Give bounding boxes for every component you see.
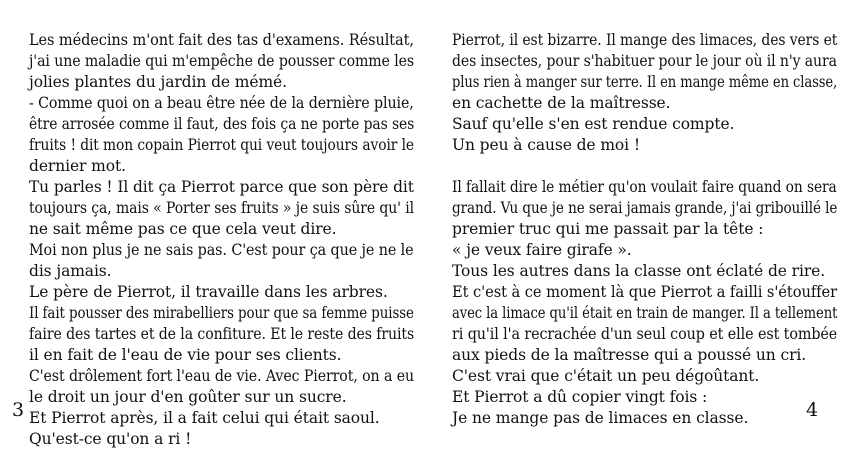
text-line: « je veux faire girafe ». [452,241,632,259]
text-line: Et c'est à ce moment là que Pierrot a failli s'étouffer [452,283,838,301]
text-line: Les médecins m'ont fait des tas d'examens. Résultat, [29,31,414,49]
page-number: 3 [12,399,25,421]
text-line: Sauf qu'elle s'en est rendue compte. [452,115,735,133]
text-line: Je ne mange pas de limaces en classe. [452,409,749,427]
text-line: Pierrot, il est bizarre. Il mange des limaces, des vers et [452,31,838,49]
text-line: des insectes, pour s'habituer pour le jour où il n'y aura [452,52,837,70]
right-page [421,0,841,441]
paragraph-gap [452,156,841,177]
text-line: j'ai une maladie qui m'empêche de pousser comme les [29,52,415,70]
text-line: Et Pierrot a dû copier vingt fois : [452,388,708,406]
text-line: C'est drôlement fort l'eau de vie. Avec Pierrot, on a eu [29,367,415,385]
text-line: jolies plantes du jardin de mémé. [29,73,287,91]
text-line: toujours ça, mais « Porter ses fruits » je suis sûre qu' il [29,199,415,217]
text-line: C'est vrai que c'était un peu dégoûtant. [452,367,760,385]
text-line: grand. Vu que je ne serai jamais grande, j'ai gribouillé le [452,199,838,217]
page-number: 4 [806,399,819,421]
text-line: avec la limace qu'il était en train de manger. Il a tellement [452,304,838,322]
text-line: Le père de Pierrot, il travaille dans les arbres. [29,283,388,301]
text-line: Qu'est-ce qu'on a ri ! [29,430,192,448]
text-line: il en fait de l'eau de vie pour ses clients. [29,346,342,364]
text-line: dis jamais. [29,262,112,280]
text-line: dernier mot. [29,157,126,175]
text-line: ri qu'il l'a recrachée d'un seul coup et elle est tombée [452,325,838,343]
text-line: en cachette de la maîtresse. [452,94,671,112]
text-line: ne sait même pas ce que cela veut dire. [29,220,337,238]
text-line: plus rien à manger sur terre. Il en mange même en classe, [452,73,838,91]
text-line: Moi non plus je ne sais pas. C'est pour ça que je ne le [29,241,414,259]
text-line: Il fallait dire le métier qu'on voulait faire quand on sera [452,178,837,196]
text-line: aux pieds de la maîtresse qui a poussé un cri. [452,346,807,364]
left-page [0,0,420,448]
text-line: Tous les autres dans la classe ont éclaté de rire. [452,262,826,280]
text-line: Il fait pousser des mirabelliers pour que sa femme puisse [29,304,414,322]
left-page-text [29,30,475,450]
text-line: faire des tartes et de la confiture. Et le reste des fruits [29,325,415,343]
text-line: - Comme quoi on a beau être née de la dernière pluie, [29,94,414,112]
text-line: le droit un jour d'en goûter sur un sucre. [29,388,347,406]
right-page-text [452,30,841,429]
text-line: Un peu à cause de moi ! [452,136,640,154]
text-line: Et Pierrot après, il a fait celui qui était saoul. [29,409,380,427]
text-line: fruits ! dit mon copain Pierrot qui veut toujours avoir le [29,136,414,154]
text-line: Tu parles ! Il dit ça Pierrot parce que son père dit [29,178,414,196]
text-line: premier truc qui me passait par la tête : [452,220,764,238]
text-line: être arrosée comme il faut, des fois ça ne porte pas ses [29,115,415,133]
